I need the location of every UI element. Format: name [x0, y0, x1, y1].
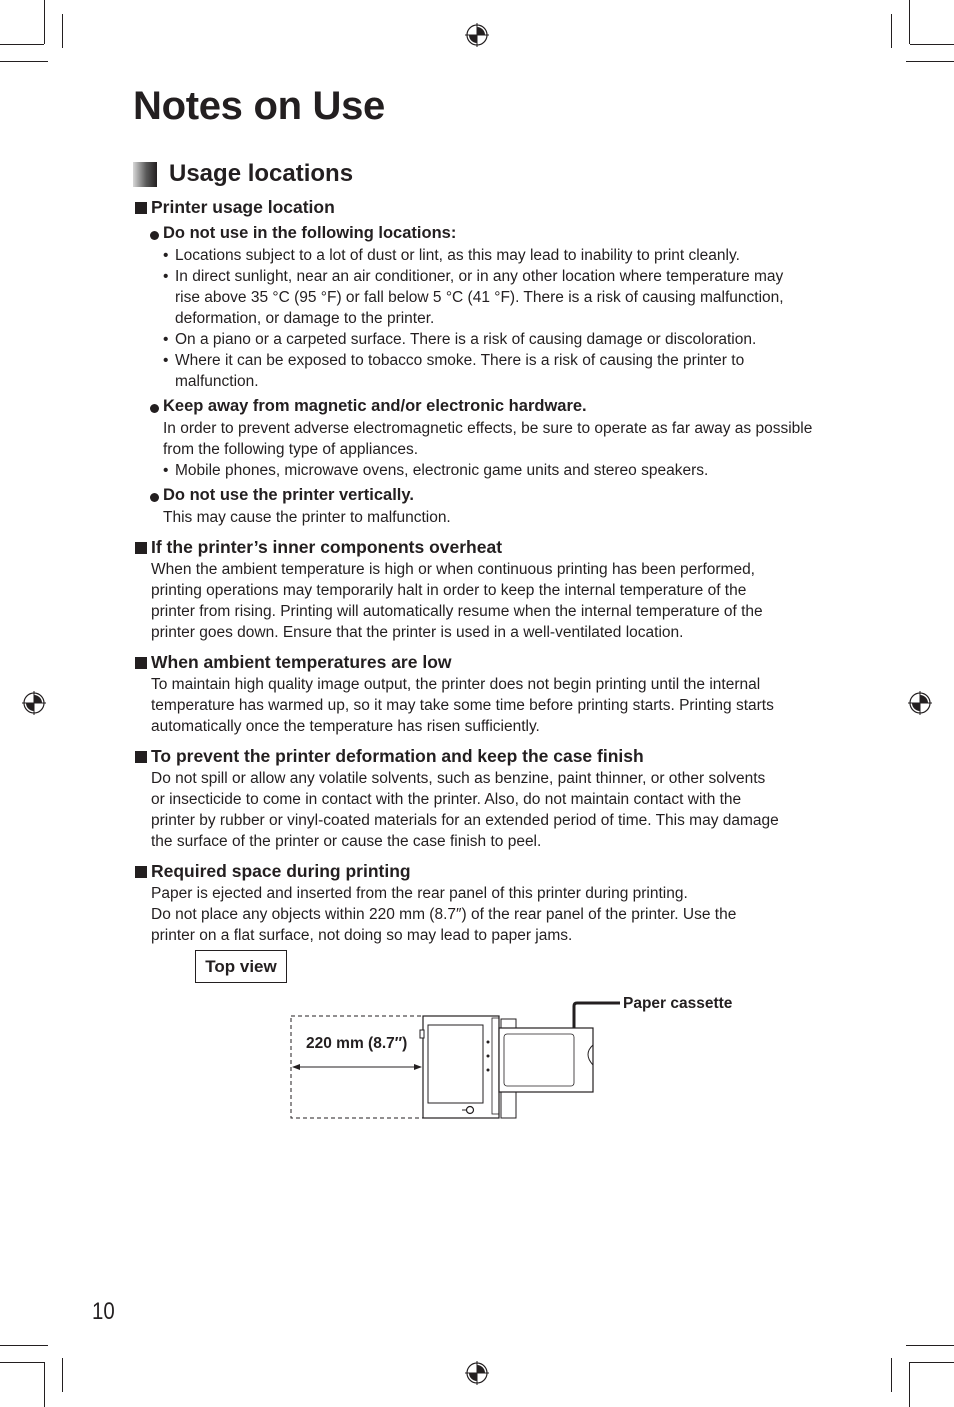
list-item: • Mobile phones, microwave ovens, electronic game units and stereo speakers.	[163, 460, 803, 481]
page-title: Notes on Use	[133, 84, 386, 128]
printer-top-view-diagram	[280, 990, 620, 1125]
list-item: • Where it can be exposed to tobacco smoke. There is a risk of causing the printer to malfunction.	[163, 350, 803, 392]
square-bullet-icon	[135, 542, 147, 554]
square-bullet-icon	[135, 202, 147, 214]
section-title: Usage locations	[169, 160, 354, 187]
subheading-deformation: To prevent the printer deformation and keep the case finish	[151, 746, 644, 766]
subheading-required-space: Required space during printing	[151, 861, 411, 881]
round-bullet-icon	[150, 404, 159, 413]
list-item-text: On a piano or a carpeted surface. There is a risk of causing damage or discoloration.	[175, 331, 757, 348]
subheading-overheat: If the printer’s inner components overheat	[151, 537, 503, 557]
list-item: • Locations subject to a lot of dust or lint, as this may lead to inability to print cleanly.	[163, 245, 813, 266]
vertical-heading: Do not use the printer vertically.	[163, 486, 414, 504]
paper-cassette-label: Paper cassette	[623, 995, 733, 1012]
registration-mark-icon	[908, 691, 932, 715]
list-item-text: In direct sunlight, near an air conditioner, or in any other location where temperature may rise above 35 °C (95 °F) or fall below 5 °C (41 °F). There is a risk of causing malfunction, deformation, or damage to the printer.	[175, 268, 784, 327]
square-bullet-icon	[135, 866, 147, 878]
registration-mark-icon	[465, 1361, 489, 1385]
registration-mark-icon	[22, 691, 46, 715]
square-bullet-icon	[135, 657, 147, 669]
vertical-text: This may cause the printer to malfunction.	[163, 509, 451, 526]
subheading-low-temperature: When ambient temperatures are low	[151, 652, 452, 672]
list-item-text: Where it can be exposed to tobacco smoke. There is a risk of causing the printer to malfunction.	[175, 352, 745, 390]
top-view-label: Top view	[195, 950, 287, 983]
overheat-text: When the ambient temperature is high or when continuous printing has been performed, printing operations may temporarily halt in order to keep the internal temperature of the printer from rising. Printing will automatically resume when the internal temperature of the printer goes down. Ensure that the printer is used in a well-ventilated location.	[151, 561, 763, 641]
required-space-text: Paper is ejected and inserted from the rear panel of this printer during printing. Do not place any objects within 220 mm (8.7″) of the rear panel of the printer. Use the printer on a flat surface, not doing so may lead to paper jams.	[151, 885, 737, 944]
square-bullet-icon	[135, 751, 147, 763]
page-number: 10	[92, 1298, 115, 1325]
magnetic-text: In order to prevent adverse electromagnetic effects, be sure to operate as far away as possible from the following type of appliances.	[163, 420, 813, 458]
distance-label: 220 mm (8.7″)	[306, 1035, 408, 1052]
deformation-text: Do not spill or allow any volatile solvents, such as benzine, paint thinner, or other solvents or insecticide to come in contact with the printer. Also, do not maintain contact with the printer by rubber or vinyl-coated materials for an extended period of time. This may damage the surface of the printer or cause the case finish to peel.	[151, 770, 779, 850]
do-not-use-heading: Do not use in the following locations:	[163, 224, 457, 242]
round-bullet-icon	[150, 231, 159, 240]
list-item-text: Mobile phones, microwave ovens, electronic game units and stereo speakers.	[175, 462, 709, 479]
magnetic-heading: Keep away from magnetic and/or electronic hardware.	[163, 397, 587, 415]
low-temperature-text: To maintain high quality image output, the printer does not begin printing until the internal temperature has warmed up, so it may take some time before printing starts. Printing starts automatically once the temperature has risen sufficiently.	[151, 676, 774, 735]
list-item: • On a piano or a carpeted surface. There is a risk of causing damage or discoloration.	[163, 329, 823, 350]
list-item: • In direct sunlight, near an air conditioner, or in any other location where temperature may rise above 35 °C (95 °F) or fall below 5 °C (41 °F). There is a risk of causing malfunction, deformation, or damage to the printer.	[163, 266, 803, 329]
subheading-printer-usage-location: Printer usage location	[151, 197, 335, 217]
round-bullet-icon	[150, 493, 159, 502]
registration-mark-icon	[465, 23, 489, 47]
list-item-text: Locations subject to a lot of dust or lint, as this may lead to inability to print cleanly.	[175, 247, 740, 264]
section-bar-icon	[133, 162, 157, 187]
